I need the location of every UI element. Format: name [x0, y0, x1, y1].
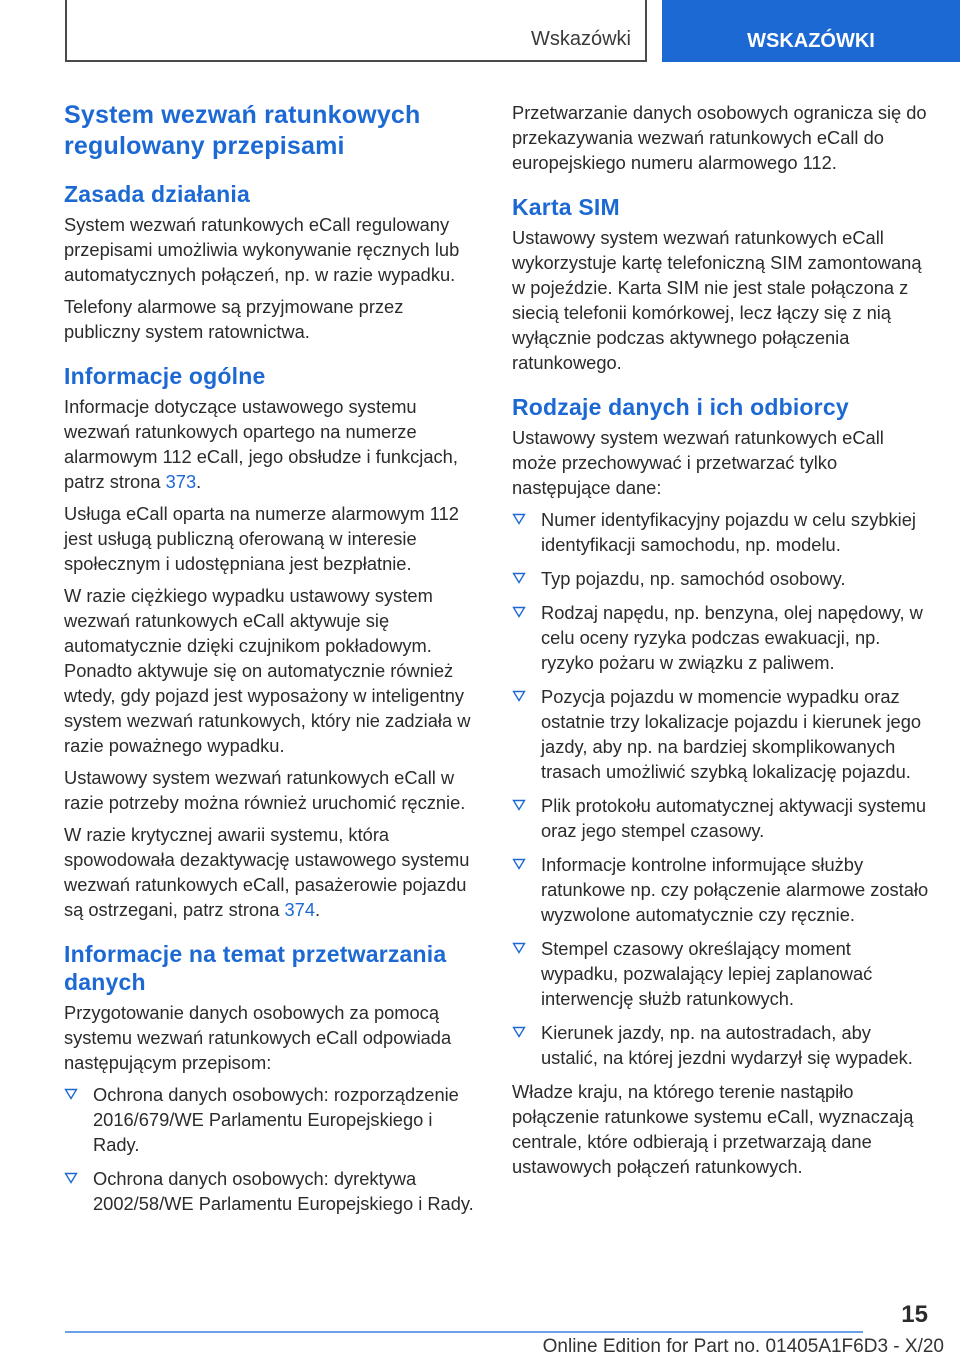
triangle-bullet-icon [512, 1026, 526, 1038]
header-box [65, 0, 647, 62]
page-link-373[interactable]: 373 [165, 471, 197, 492]
paragraph: Przetwarzanie danych osobowych ogranicza się do przekazywania wezwań ratunkowych eCall do europejskiego numeru alarmowego 112. [512, 102, 927, 173]
list-item: Numer identyfikacyjny pojazdu w celu szybkiej identyfikacji samochodu, np. modelu. [512, 507, 932, 557]
list-item: Plik protokołu automatycznej aktywacji systemu oraz jego stempel czasowy. [512, 793, 932, 843]
header-chapter-tab[interactable]: WSKAZÓWKI [662, 0, 960, 62]
paragraph: System wezwań ratunkowych eCall regulowany przepisami umożliwia wykonywanie ręcznych lub automatycznych połączeń, np. w razie wypadku. [64, 214, 460, 285]
footer-divider [65, 1331, 863, 1333]
section-heading-general-info: Informacje ogólne [64, 363, 266, 389]
section-heading-data-processing: Informacje na temat przetwarzania danych [64, 941, 447, 995]
paragraph: W razie ciężkiego wypadku ustawowy system wezwań ratunkowych eCall aktywuje się automatycznie dzięki czujnikom pokładowym. Ponadto aktywuje się on automatycznie również wtedy, gdy pojazd jest wyposażony w inteligentny system wezwań ratunkowych, który nie zadziała w razie poważnego wypadku. [64, 585, 471, 756]
right-column [512, 100, 932, 1186]
paragraph: Przygotowanie danych osobowych za pomocą systemu wezwań ratunkowych eCall odpowiada następującym przepisom: [64, 1002, 452, 1073]
footer-edition-text: Online Edition for Part no. 01405A1F6D3 - X/20 [542, 1336, 944, 1357]
paragraph: Ustawowy system wezwań ratunkowych eCall wykorzystuje kartę telefoniczną SIM zamontowaną w pojeździe. Karta SIM nie jest stale połączona z siecią telefonii komórkowej, lecz łączy się z nią wyłącznie podczas aktywnego połączenia ratunkowego. [512, 227, 922, 373]
triangle-bullet-icon [512, 572, 526, 584]
triangle-bullet-icon [512, 690, 526, 702]
list-item: Pozycja pojazdu w momencie wypadku oraz ostatnie trzy lokalizacje pojazdu i kierunek jego jazdy, aby np. na bardziej skomplikowanych trasach umożliwić szybką lokalizację pojazdu. [512, 684, 932, 784]
page-link-374[interactable]: 374 [284, 899, 316, 920]
paragraph: Usługa eCall oparta na numerze alarmowym 112 jest usługą publiczną oferowaną w interesie społecznym i udostępniana jest bezpłatnie. [64, 503, 459, 574]
triangle-bullet-icon [512, 799, 526, 811]
list-item: Informacje kontrolne informujące służby ratunkowe np. czy połączenie alarmowe zostało wyzwolone automatycznie czy ręcznie. [512, 852, 932, 927]
left-column [64, 100, 478, 1225]
section-heading-sim-card: Karta SIM [512, 194, 620, 220]
data-types-list [512, 507, 932, 1070]
section-heading-principle: Zasada działania [64, 181, 250, 207]
page-title: System wezwań ratunkowych regulowany przepisami [64, 101, 421, 160]
triangle-bullet-icon [512, 606, 526, 618]
list-item: Rodzaj napędu, np. benzyna, olej napędowy, w celu oceny ryzyka podczas ewakuacji, np. ryzyko pożaru w związku z paliwem. [512, 600, 932, 675]
page-number: 15 [901, 1301, 928, 1328]
triangle-bullet-icon [64, 1172, 78, 1184]
regulation-list [64, 1082, 478, 1216]
header-chapter-title: Wskazówki [530, 28, 631, 50]
triangle-bullet-icon [512, 942, 526, 954]
list-item: Kierunek jazdy, np. na autostradach, aby ustalić, na której jezdni wydarzył się wypadek. [512, 1020, 932, 1070]
list-item: Typ pojazdu, np. samochód osobowy. [512, 566, 932, 591]
list-item: Ochrona danych osobowych: rozporządzenie 2016/679/WE Parlamentu Europejskiego i Rady. [64, 1082, 478, 1157]
paragraph: W razie krytycznej awarii systemu, która spowodowała dezaktywację ustawowego systemu wezwań ratunkowych eCall, pasażerowie pojazdu są ostrzegani, patrz strona 374. [64, 824, 470, 920]
paragraph: Ustawowy system wezwań ratunkowych eCall w razie potrzeby można również uruchomić ręcznie. [64, 767, 466, 813]
triangle-bullet-icon [512, 858, 526, 870]
section-heading-data-types: Rodzaje danych i ich odbiorcy [512, 394, 849, 420]
triangle-bullet-icon [64, 1088, 78, 1100]
paragraph: Informacje dotyczące ustawowego systemu wezwań ratunkowych opartego na numerze alarmowym 112 eCall, jego obsłudze i funkcjach, patrz strona 373. [64, 396, 458, 492]
paragraph: Telefony alarmowe są przyjmowane przez publiczny system ratownictwa. [64, 296, 404, 342]
list-item: Stempel czasowy określający moment wypadku, pozwalający lepiej zaplanować interwencję służb ratunkowych. [512, 936, 932, 1011]
paragraph: Ustawowy system wezwań ratunkowych eCall może przechowywać i przetwarzać tylko następujące dane: [512, 427, 884, 498]
paragraph: Władze kraju, na którego terenie nastąpiło połączenie ratunkowe systemu eCall, wyznaczają centrale, które odbierają i przetwarzają dane ustawowych połączeń ratunkowych. [512, 1081, 914, 1177]
triangle-bullet-icon [512, 513, 526, 525]
list-item: Ochrona danych osobowych: dyrektywa 2002/58/WE Parlamentu Europejskiego i Rady. [64, 1166, 478, 1216]
